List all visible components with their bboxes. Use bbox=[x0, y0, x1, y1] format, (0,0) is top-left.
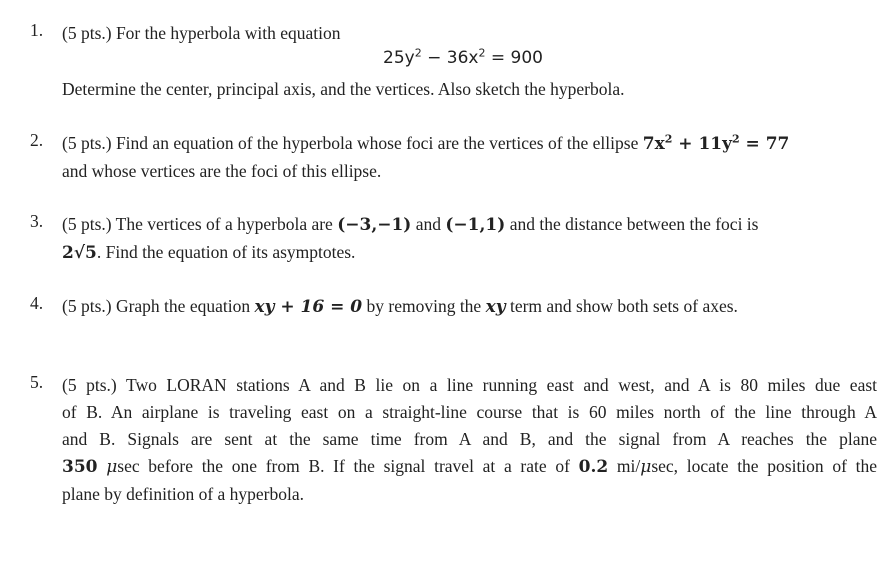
ellipse-equation: $7x^2 + 11y^2 = 77$ bbox=[642, 132, 790, 154]
intro-text: For the hyperbola with equation bbox=[115, 23, 341, 43]
vertex-1: (−3,−1) bbox=[337, 215, 412, 235]
problem-text: Determine the center, principal axis, and the vertices. Also sketch the hyperbola. bbox=[62, 79, 625, 99]
points-label: (5 pts.) bbox=[62, 23, 112, 43]
vertex-2: (−1,1) bbox=[445, 215, 506, 235]
problem-text-line: of B. An airplane is traveling east on a straight-line course that is 60 miles north of the line through A bbox=[62, 402, 877, 422]
problem-number: 4. bbox=[30, 293, 44, 313]
graph-equation: xy + 16 = 0 bbox=[254, 297, 363, 317]
problem-text-line: (5 pts.) Find an equation of the hyperbola whose foci are the vertices of the ellipse $7x^2 + 11y^2 = 77$ bbox=[62, 132, 790, 154]
problem-number: 3. bbox=[30, 211, 44, 231]
problem-text-line: 350 μsec before the one from B. If the signal travel at a rate of 0.2 mi/μsec, locate the position of the bbox=[62, 456, 878, 477]
problem-text-line: and whose vertices are the foci of this ellipse. bbox=[62, 161, 382, 181]
signal-rate: 0.2 bbox=[578, 457, 609, 477]
problem-text-line: plane by definition of a hyperbola. bbox=[62, 484, 305, 504]
problem-text-line: (5 pts.) Graph the equation xy + 16 = 0 by removing the xy term and show both sets of axes. bbox=[62, 296, 738, 317]
problem-text-line: (5 pts.) The vertices of a hyperbola are (−3,−1) and (−1,1) and the distance between the foci is bbox=[62, 214, 759, 235]
signal-delay: 350 bbox=[62, 457, 98, 477]
problem-statement bbox=[62, 20, 877, 47]
xy-term: xy bbox=[485, 297, 506, 317]
problem-number: 5. bbox=[30, 372, 44, 392]
problem-text-line: (5 pts.) Two LORAN stations A and B lie on a line running east and west, and A is 80 miles due east bbox=[62, 375, 878, 395]
problem-number: 2. bbox=[30, 130, 44, 150]
problem-text-line: 2√5. Find the equation of its asymptotes. bbox=[62, 242, 356, 263]
problem-number: 1. bbox=[30, 20, 44, 40]
problem-text-line: and B. Signals are sent at the same time from A and B, and the signal from A reaches the plane bbox=[62, 429, 877, 449]
foci-distance: 2√5 bbox=[62, 243, 97, 263]
hyperbola-equation: $25y^2 - 36x^2 = 900$ bbox=[383, 46, 543, 68]
